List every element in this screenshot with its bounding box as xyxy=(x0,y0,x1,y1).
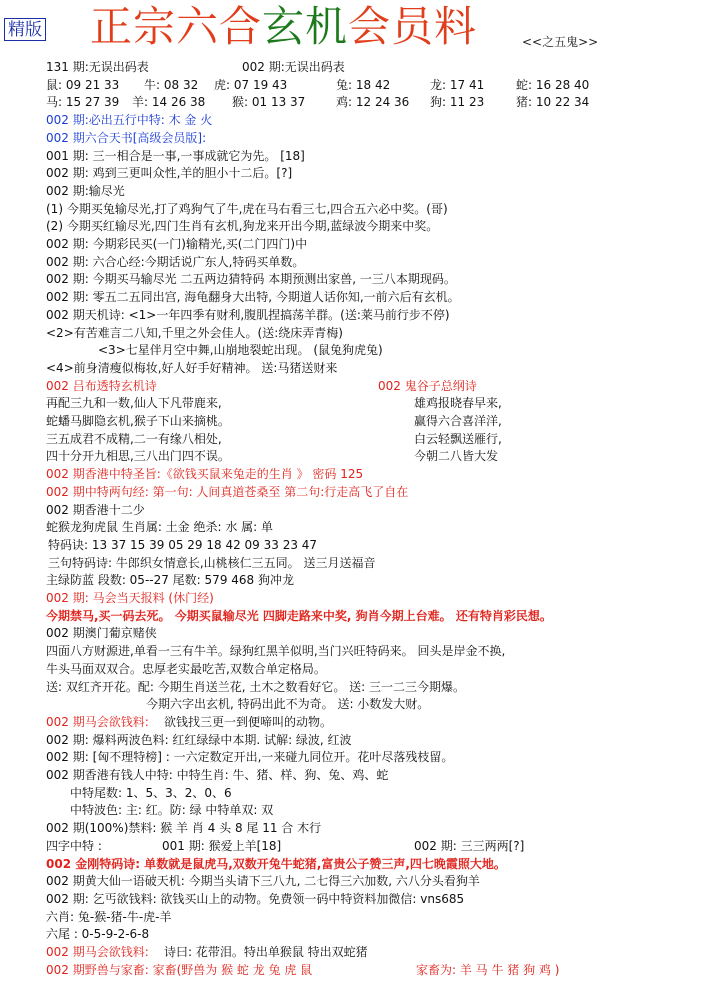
line-text: 002 期: 今期彩民买(一门)输精光,买(二门四门)中 xyxy=(46,237,308,251)
line-text: 中特波色: 主: 红。防: 绿 中特单双: 双 xyxy=(70,803,274,818)
line-text: 鸡: 12 24 36 xyxy=(336,95,410,110)
page-subtitle: <<之五鬼>> xyxy=(522,35,599,49)
line-text: 羊: 14 26 38 xyxy=(132,95,206,110)
line-text: 赢得六合喜洋洋, xyxy=(414,414,502,428)
line-text: 四十分开九相思,三八出门四不误。 xyxy=(46,449,230,464)
line-text: 002 期野兽与家畜: 家畜(野兽为 猴 蛇 龙 兔 虎 鼠 xyxy=(46,962,313,977)
line-text: 002 期香港十二少 xyxy=(46,502,145,517)
line-text: 今期禁马,买一码去死。 今期买鼠输尽光 四脚走路来中奖, 狗肖今期上台难。 还有特肖彩民想。 xyxy=(46,608,552,623)
title-part-3: 玄机 xyxy=(262,2,349,51)
line-text: 002 鬼谷子总纲诗 xyxy=(378,378,477,393)
title-part-2: 六合 xyxy=(176,2,263,51)
line-text: 欲钱找三更一到便啼叫的动物。 xyxy=(164,714,333,729)
line-text: 002 期六合天书[高级会员版]: xyxy=(46,130,207,145)
line-text: 002 期香港中特圣旨:《欲钱买鼠来兔走的生肖 》 密码 125 xyxy=(46,467,364,482)
line-text: 002 期: 马会当天报料 (休门经) xyxy=(46,591,214,605)
line-text: 诗曰: 花带泪。特出单猴鼠 特出双蛇猪 xyxy=(164,945,368,959)
line-text: 001 期: 三一相合是一事,一事成就它为先。 [18] xyxy=(46,148,305,163)
line-text: <3>七星伴月空中舞,山崩地裂蛇出现。 (鼠兔狗虎兔) xyxy=(98,343,383,358)
line-text: 白云轻飘送雁行, xyxy=(414,431,502,446)
line-text: 牛头马面双双合。忠厚老实最吃苦,双数合单定格局。 xyxy=(46,661,326,676)
line-text: 002 期天机诗: <1>一年四季有财利,腹肌捏搞荡羊群。(送:莱马前行步不停) xyxy=(46,307,450,322)
line-text: 002 期:无误出码表 xyxy=(242,60,345,74)
line-text: 002 期: 乞丐欲钱料: 欲钱买山上的动物。免费领一码中特资料加微信: vns685 xyxy=(46,891,465,906)
line-text: 002 期:输尽光 xyxy=(46,183,125,198)
line-text: 三五成君不成精,二一有缘八相处, xyxy=(46,431,222,446)
line-text: 001 期: 猴爱上羊[18] xyxy=(162,838,282,853)
line-text: 002 期: 三三两两[?] xyxy=(414,838,525,853)
line-text: 蛇: 16 28 40 xyxy=(516,77,590,92)
line-text: 131 期:无误出码表 xyxy=(46,60,149,74)
line-text: 猪: 10 22 34 xyxy=(516,95,590,110)
line-text: 四字中特 : xyxy=(46,838,102,853)
line-text: 002 期:必出五行中特: 木 金 火 xyxy=(46,113,213,128)
edition-badge: 精版 xyxy=(4,18,46,41)
line-text: 家畜为: 羊 马 牛 猪 狗 鸡 ) xyxy=(416,962,560,977)
line-text: 002 期黄大仙一语破天机: 今期当头请下三八九, 二七得三六加数, 六八分头看狗羊 xyxy=(46,874,480,889)
line-text: 002 期马会欲钱料: xyxy=(46,714,149,729)
line-text: 中特尾数: 1、5、3、2、0、6 xyxy=(70,785,232,800)
line-text: 鼠: 09 21 33 xyxy=(46,77,120,92)
line-text: 002 期: [匈不理特榜] : 一六定数定开出,一来碰九同位开。花叶尽落残枝留。 xyxy=(46,750,454,765)
line-text: 牛: 08 32 xyxy=(144,77,199,92)
line-text: 今期六字出玄机, 特码出此不为奇。 送: 小数发大财。 xyxy=(146,697,430,712)
line-text: 送: 双红齐开花。配: 今期生肖送兰花, 土木之数看好它。 送: 三一二三今期爆。 xyxy=(46,679,466,694)
line-text: 四面八方财源进,单看一三有牛羊。绿狗红黑羊似明,当门兴旺特码来。 回头是岸金不换, xyxy=(46,644,506,659)
line-text: 002 期: 鸡到三更叫众性,羊的胆小十二后。[?] xyxy=(46,166,293,181)
line-text: 002 期中特两句经: 第一句: 人间真道苍桑至 第二句:行走高飞了自在 xyxy=(46,484,409,499)
line-text: 六肖: 兔-猴-猪-牛-虎-羊 xyxy=(46,909,172,924)
line-text: 002 期马会欲钱料: xyxy=(46,945,149,959)
line-text: 002 期: 爆料两波色料: 红红绿绿中本期. 试解: 绿波, 红波 xyxy=(46,732,352,747)
line-text: 002 期澳门葡京赌侠 xyxy=(46,626,157,641)
line-text: 002 期: 零五二五同出宫, 海龟翻身大出特, 今期道人话你知,一前六后有玄机。 xyxy=(46,290,460,305)
line-text: 蛇猴龙狗虎鼠 生肖属: 土金 绝杀: 水 属: 单 xyxy=(46,520,274,535)
line-text: 兔: 18 42 xyxy=(336,77,391,92)
page-title xyxy=(90,2,477,52)
line-text: 002 期: 六合心经:今期话说广东人,特码买单数。 xyxy=(46,254,305,269)
line-text: 狗: 11 23 xyxy=(430,95,485,110)
line-text: 002 吕布透特玄机诗 xyxy=(46,378,157,393)
line-text: 主绿防蓝 段数: 05--27 尾数: 579 468 狗冲龙 xyxy=(46,573,294,588)
title-part-1: 正宗 xyxy=(90,2,177,51)
line-text: 002 期: 今期买马输尽光 二五两边猜特码 本期预测出家兽, 一三八本期现码。 xyxy=(46,272,456,287)
line-text: 猴: 01 13 37 xyxy=(232,95,306,110)
line-text: 今朝二八皆大发 xyxy=(414,449,499,464)
line-text: 马: 15 27 39 xyxy=(46,95,120,110)
line-text: 002 金刚特码诗: 单数就是鼠虎马,双数开兔牛蛇猪,富贵公子赞三声,四七晚霞照大地。 xyxy=(46,856,506,871)
line-text: 002 期香港有钱人中特: 中特生肖: 牛、猪、样、狗、兔、鸡、蛇 xyxy=(46,768,389,782)
line-text: 002 期(100%)禁料: 猴 羊 肖 4 头 8 尾 11 合 木行 xyxy=(46,821,322,836)
title-part-4: 会员料 xyxy=(348,2,478,51)
line-text: 再配三九和一数,仙人下凡带鹿来, xyxy=(46,396,222,411)
line-text: 雄鸡报晓春早来, xyxy=(414,396,502,411)
line-text: 龙: 17 41 xyxy=(430,77,485,92)
line-text: (2) 今期买红输尽光,四门生肖有玄机,狗龙来开出今期,蓝绿波今期来中奖。 xyxy=(46,219,439,234)
line-text: <2>有苦难言二八知,千里之外会佳人。(送:绕床弄青梅) xyxy=(46,325,343,340)
line-text: <4>前身清瘦似梅妆,好人好手好精神。 送:马猪送财来 xyxy=(46,360,338,375)
line-text: 蛇蟠马脚隐玄机,猴子下山来摘桃。 xyxy=(46,414,230,428)
line-text: 虎: 07 19 43 xyxy=(214,77,288,92)
line-text: (1) 今期买兔输尽光,打了鸡狗气了牛,虎在马右看三七,四合五六必中奖。(哥) xyxy=(46,201,448,216)
line-text: 三句特码诗: 牛郎织女情意长,山桃核仁三五同。 送三月送福音 xyxy=(48,555,376,570)
line-text: 特码诀: 13 37 15 39 05 29 18 42 09 33 23 47 xyxy=(48,537,318,552)
line-text: 六尾 : 0-5-9-2-6-8 xyxy=(46,927,150,942)
